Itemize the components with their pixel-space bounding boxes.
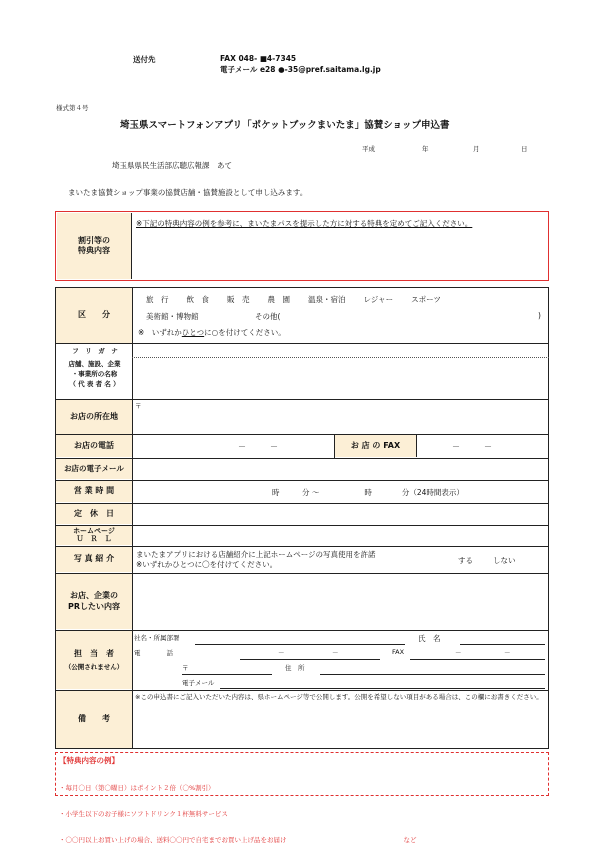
phone-label: お店の電話 xyxy=(56,435,132,457)
hours-label: 営 業 時 間 xyxy=(56,481,132,502)
holiday-input[interactable] xyxy=(134,505,546,523)
fax-input[interactable] xyxy=(419,436,546,456)
photo-text: まいたまアプリにおける店舗紹介に上記ホームページの写真使用を許諾 xyxy=(136,550,376,559)
email-input[interactable] xyxy=(134,460,546,478)
discount-label: 割引等の 特典内容 xyxy=(57,213,132,279)
category-options xyxy=(146,294,441,305)
homepage-input[interactable] xyxy=(134,527,546,544)
hours-text: 時 分 ～ 時 分（24時間表示） xyxy=(272,488,464,497)
category-option[interactable]: 温泉・宿泊 xyxy=(308,295,346,304)
contact-postal-mark: 〒 xyxy=(182,664,189,672)
name-label: 店舗、施設、企業 ・事業所の名称 （ 代 表 者 名 ） xyxy=(68,360,121,388)
category-label: 区 分 xyxy=(56,288,132,343)
hours-input[interactable] xyxy=(134,482,546,501)
contact-address-input[interactable] xyxy=(320,662,545,674)
furigana-label: フ リ ガ ナ xyxy=(72,347,118,355)
examples-title: 【特典内容の例】 xyxy=(59,756,119,765)
fax-label: お 店 の FAX xyxy=(335,435,417,457)
example-item: ・〇〇円以上お買い上げの場合、送料〇〇円で自宅までお買い上げ品をお届け など xyxy=(59,836,417,845)
header-fax: FAX 048- ■4-7345 xyxy=(220,54,297,63)
category-option[interactable]: 旅 行 xyxy=(146,295,169,304)
category-option-other[interactable]: その他( xyxy=(255,312,281,321)
name-input[interactable] xyxy=(134,359,546,397)
contact-address-label: 住 所 xyxy=(285,664,305,672)
category-option[interactable]: 美術館・博物館 xyxy=(146,312,199,321)
homepage-label: ホームページ Ｕ Ｒ Ｌ xyxy=(56,526,132,545)
holiday-label: 定 休 日 xyxy=(56,504,132,524)
category-note: ※ いずれかひとつに○を付けてください。 xyxy=(138,328,286,337)
date-year: 年 xyxy=(422,145,429,153)
contact-label: 担 当 者 xyxy=(74,648,114,658)
postal-mark: 〒 xyxy=(135,402,142,410)
addressee: 埼玉県県民生活部広聴広報課 あて xyxy=(112,161,232,170)
contact-label-cell xyxy=(56,631,132,689)
intro-text: まいたま協賛ショップ事業の協賛店舗・協賛施設として申し込みます。 xyxy=(68,188,308,197)
furigana-input[interactable] xyxy=(134,345,546,356)
contact-dept-input[interactable] xyxy=(195,632,405,644)
example-item: ・小学生以下のお子様にソフトドリンク１杯無料サービス xyxy=(59,809,228,818)
contact-fax-label: FAX xyxy=(392,648,405,656)
contact-phone-dash: － xyxy=(332,649,339,657)
category-option[interactable]: スポーツ xyxy=(411,295,441,304)
contact-email-input[interactable] xyxy=(220,677,545,688)
contact-phone-dash: － xyxy=(278,649,285,657)
date-day: 日 xyxy=(521,145,528,153)
date-month: 月 xyxy=(473,145,480,153)
phone-dashes: － － xyxy=(238,442,278,451)
page-title: 埼玉県スマートフォンアプリ「ポケットブックまいたま」協賛ショップ申込書 xyxy=(120,120,450,131)
category-option[interactable]: 農 園 xyxy=(267,295,290,304)
category-option[interactable]: レジャー xyxy=(363,295,394,304)
send-to-label: 送付先 xyxy=(133,55,156,64)
contact-phone-label: 電 話 xyxy=(134,649,173,657)
photo-label: 写 真 紹 介 xyxy=(56,547,132,572)
remarks-note: ※この申込書にご記入いただいた内容は、県ホームページ等で公開します。公開を希望しない項目がある場合は、この欄にお書きください。 xyxy=(135,693,543,701)
examples-list xyxy=(59,766,417,854)
phone-input[interactable] xyxy=(134,436,332,456)
photo-no-option[interactable]: しない xyxy=(493,556,516,565)
address-label: お店の所在地 xyxy=(56,400,132,434)
category-option[interactable]: 飲 食 xyxy=(186,295,209,304)
discount-note: ※下記の特典内容の例を参考に、まいたまパスを提示した方に対する特典を定めてご記入ください。 xyxy=(136,219,473,228)
contact-fax-dash: － xyxy=(504,649,511,657)
photo-yes-option[interactable]: する xyxy=(458,556,473,565)
photo-note: ※いずれかひとつに〇を付けてください。 xyxy=(136,560,278,569)
contact-fax-input[interactable] xyxy=(410,647,545,659)
contact-name-label: 氏 名 xyxy=(418,634,441,643)
contact-email-label: 電子メール xyxy=(182,679,215,687)
pr-label: お店、企業の PRしたい内容 xyxy=(56,574,132,629)
example-item: ・毎月〇日（第〇曜日）はポイント２倍（〇%割引） xyxy=(59,783,215,792)
pr-input[interactable] xyxy=(134,575,546,628)
address-input[interactable] xyxy=(134,401,546,433)
remarks-input[interactable] xyxy=(134,712,546,747)
contact-postal-input[interactable] xyxy=(182,662,272,674)
discount-input[interactable] xyxy=(134,230,546,278)
contact-dept-label: 社名・所属部署 xyxy=(134,634,180,642)
category-option[interactable]: 販 売 xyxy=(227,295,250,304)
contact-fax-dash: － xyxy=(455,649,462,657)
form-number: 様式第４号 xyxy=(56,104,89,112)
email-label: お店の電子メール xyxy=(56,459,132,479)
other-close-paren: ) xyxy=(538,311,541,320)
contact-name-input[interactable] xyxy=(460,632,545,644)
contact-sublabel: （公開されません） xyxy=(64,662,124,671)
remarks-label: 備 考 xyxy=(56,691,132,748)
fax-dashes: － － xyxy=(452,442,492,451)
contact-phone-input[interactable] xyxy=(240,647,380,659)
header-email: 電子メール e28 ●-35@pref.saitama.lg.jp xyxy=(220,65,381,74)
date-era: 平成 xyxy=(362,145,375,153)
